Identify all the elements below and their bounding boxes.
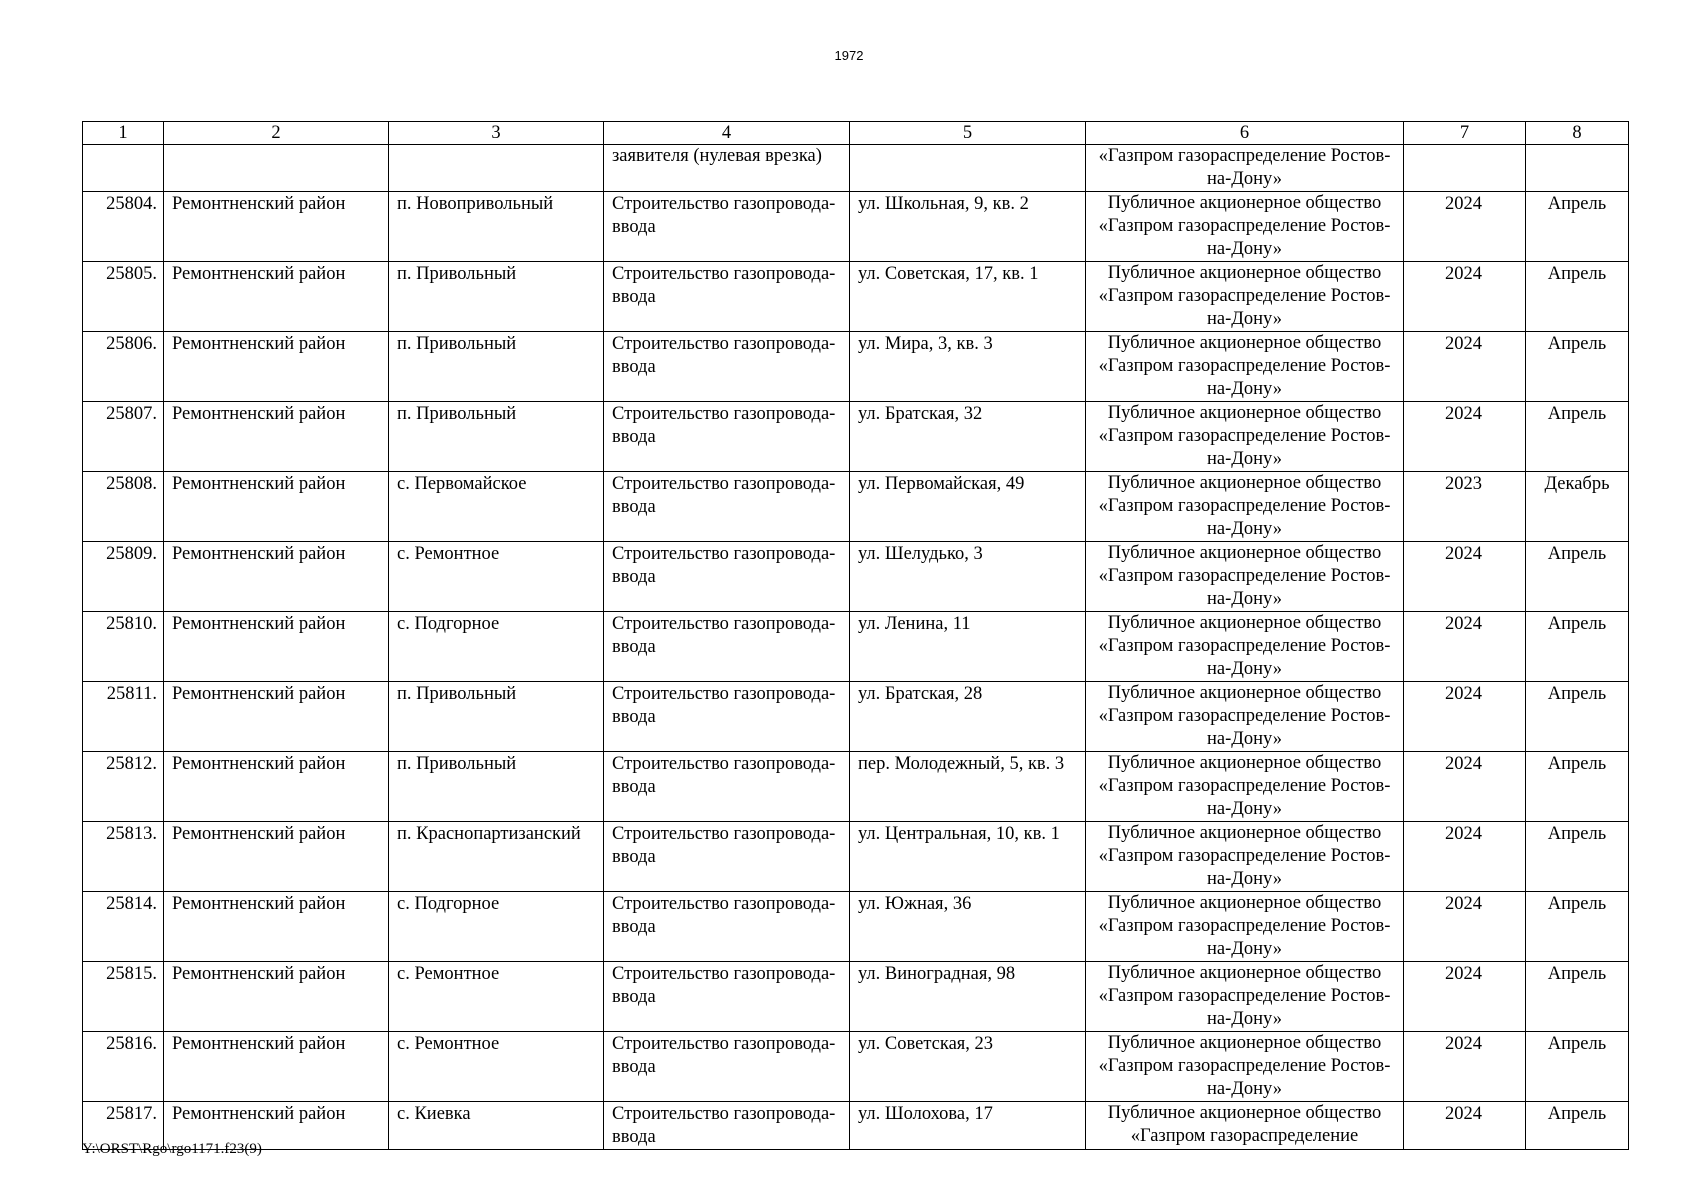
cell-settlement: п. Привольный bbox=[389, 332, 604, 402]
table-row bbox=[83, 892, 1629, 962]
table-row bbox=[83, 682, 1629, 752]
cell-address: ул. Ленина, 11 bbox=[850, 612, 1086, 682]
cell-number: 25817. bbox=[83, 1102, 164, 1150]
table-row bbox=[83, 1032, 1629, 1102]
cell-work: Строительство газопровода-ввода bbox=[604, 332, 850, 402]
cell-address: ул. Советская, 23 bbox=[850, 1032, 1086, 1102]
cell-organization: Публичное акционерное общество «Газпром газораспределение Ростов-на-Дону» bbox=[1086, 752, 1404, 822]
cell-month: Апрель bbox=[1526, 262, 1629, 332]
cell-year: 2024 bbox=[1404, 262, 1526, 332]
cell-year: 2024 bbox=[1404, 542, 1526, 612]
cell-district: Ремонтненский район bbox=[164, 682, 389, 752]
cell-month bbox=[1526, 145, 1629, 192]
cell-settlement bbox=[389, 145, 604, 192]
cell-organization: Публичное акционерное общество «Газпром газораспределение Ростов-на-Дону» bbox=[1086, 892, 1404, 962]
cell-month: Апрель bbox=[1526, 682, 1629, 752]
cell-work: Строительство газопровода-ввода bbox=[604, 962, 850, 1032]
cell-number: 25807. bbox=[83, 402, 164, 472]
cell-number: 25810. bbox=[83, 612, 164, 682]
gas-connection-table bbox=[82, 121, 1629, 1150]
cell-work: Строительство газопровода-ввода bbox=[604, 612, 850, 682]
cell-address bbox=[850, 145, 1086, 192]
cell-settlement: п. Привольный bbox=[389, 262, 604, 332]
cell-number: 25808. bbox=[83, 472, 164, 542]
cell-work: Строительство газопровода-ввода bbox=[604, 682, 850, 752]
cell-year: 2024 bbox=[1404, 612, 1526, 682]
cell-year: 2024 bbox=[1404, 1102, 1526, 1150]
cell-year: 2023 bbox=[1404, 472, 1526, 542]
header-cell-1: 1 bbox=[83, 122, 164, 145]
cell-number bbox=[83, 145, 164, 192]
cell-organization: Публичное акционерное общество «Газпром газораспределение Ростов-на-Дону» bbox=[1086, 402, 1404, 472]
cell-month: Декабрь bbox=[1526, 472, 1629, 542]
cell-settlement: п. Привольный bbox=[389, 402, 604, 472]
continuation-row bbox=[83, 145, 1629, 192]
cell-work: Строительство газопровода-ввода bbox=[604, 472, 850, 542]
cell-settlement: с. Подгорное bbox=[389, 612, 604, 682]
cell-number: 25805. bbox=[83, 262, 164, 332]
cell-work: Строительство газопровода-ввода bbox=[604, 1032, 850, 1102]
cell-year: 2024 bbox=[1404, 192, 1526, 262]
cell-district: Ремонтненский район bbox=[164, 892, 389, 962]
cell-address: ул. Братская, 32 bbox=[850, 402, 1086, 472]
cell-address: ул. Шелудько, 3 bbox=[850, 542, 1086, 612]
cell-address: ул. Школьная, 9, кв. 2 bbox=[850, 192, 1086, 262]
cell-settlement: с. Киевка bbox=[389, 1102, 604, 1150]
table-row bbox=[83, 402, 1629, 472]
header-cell-8: 8 bbox=[1526, 122, 1629, 145]
cell-number: 25806. bbox=[83, 332, 164, 402]
cell-organization: Публичное акционерное общество «Газпром газораспределение Ростов-на-Дону» bbox=[1086, 192, 1404, 262]
cell-number: 25816. bbox=[83, 1032, 164, 1102]
cell-district: Ремонтненский район bbox=[164, 262, 389, 332]
cell-year: 2024 bbox=[1404, 822, 1526, 892]
cell-settlement: с. Первомайское bbox=[389, 472, 604, 542]
table-row bbox=[83, 542, 1629, 612]
cell-number: 25811. bbox=[83, 682, 164, 752]
cell-work: заявителя (нулевая врезка) bbox=[604, 145, 850, 192]
cell-month: Апрель bbox=[1526, 752, 1629, 822]
cell-work: Строительство газопровода-ввода bbox=[604, 1102, 850, 1150]
cell-number: 25814. bbox=[83, 892, 164, 962]
cell-district: Ремонтненский район bbox=[164, 962, 389, 1032]
table-row bbox=[83, 962, 1629, 1032]
cell-district: Ремонтненский район bbox=[164, 542, 389, 612]
table-row bbox=[83, 1102, 1629, 1150]
cell-address: ул. Мира, 3, кв. 3 bbox=[850, 332, 1086, 402]
cell-work: Строительство газопровода-ввода bbox=[604, 892, 850, 962]
cell-work: Строительство газопровода-ввода bbox=[604, 822, 850, 892]
cell-settlement: п. Новопривольный bbox=[389, 192, 604, 262]
cell-number: 25813. bbox=[83, 822, 164, 892]
cell-work: Строительство газопровода-ввода bbox=[604, 752, 850, 822]
cell-month: Апрель bbox=[1526, 192, 1629, 262]
cell-year: 2024 bbox=[1404, 892, 1526, 962]
table-row bbox=[83, 332, 1629, 402]
cell-organization: Публичное акционерное общество «Газпром газораспределение Ростов-на-Дону» bbox=[1086, 822, 1404, 892]
cell-district: Ремонтненский район bbox=[164, 402, 389, 472]
cell-organization: Публичное акционерное общество «Газпром газораспределение Ростов-на-Дону» bbox=[1086, 1032, 1404, 1102]
table-row bbox=[83, 822, 1629, 892]
cell-district: Ремонтненский район bbox=[164, 192, 389, 262]
cell-settlement: с. Ремонтное bbox=[389, 542, 604, 612]
header-cell-4: 4 bbox=[604, 122, 850, 145]
header-cell-3: 3 bbox=[389, 122, 604, 145]
cell-month: Апрель bbox=[1526, 962, 1629, 1032]
cell-month: Апрель bbox=[1526, 892, 1629, 962]
cell-work: Строительство газопровода-ввода bbox=[604, 542, 850, 612]
cell-district: Ремонтненский район bbox=[164, 822, 389, 892]
cell-address: ул. Советская, 17, кв. 1 bbox=[850, 262, 1086, 332]
cell-district: Ремонтненский район bbox=[164, 1032, 389, 1102]
cell-number: 25815. bbox=[83, 962, 164, 1032]
file-path-footer: Y:\ORST\Rgo\rgo1171.f23(9) bbox=[82, 1141, 262, 1157]
cell-district: Ремонтненский район bbox=[164, 612, 389, 682]
cell-address: пер. Молодежный, 5, кв. 3 bbox=[850, 752, 1086, 822]
table-row bbox=[83, 612, 1629, 682]
cell-address: ул. Виноградная, 98 bbox=[850, 962, 1086, 1032]
cell-month: Апрель bbox=[1526, 542, 1629, 612]
cell-month: Апрель bbox=[1526, 612, 1629, 682]
cell-year: 2024 bbox=[1404, 682, 1526, 752]
cell-settlement: с. Подгорное bbox=[389, 892, 604, 962]
cell-work: Строительство газопровода-ввода bbox=[604, 402, 850, 472]
cell-address: ул. Южная, 36 bbox=[850, 892, 1086, 962]
cell-settlement: с. Ремонтное bbox=[389, 1032, 604, 1102]
cell-organization: Публичное акционерное общество «Газпром газораспределение Ростов-на-Дону» bbox=[1086, 542, 1404, 612]
cell-month: Апрель bbox=[1526, 1032, 1629, 1102]
cell-month: Апрель bbox=[1526, 402, 1629, 472]
cell-district: Ремонтненский район bbox=[164, 1102, 389, 1150]
cell-settlement: п. Краснопартизанский bbox=[389, 822, 604, 892]
page-number: 1972 bbox=[834, 48, 864, 63]
cell-district: Ремонтненский район bbox=[164, 752, 389, 822]
cell-work: Строительство газопровода-ввода bbox=[604, 192, 850, 262]
cell-year: 2024 bbox=[1404, 752, 1526, 822]
cell-settlement: п. Привольный bbox=[389, 752, 604, 822]
cell-month: Апрель bbox=[1526, 822, 1629, 892]
cell-organization: Публичное акционерное общество «Газпром газораспределение Ростов-на-Дону» bbox=[1086, 262, 1404, 332]
cell-settlement: п. Привольный bbox=[389, 682, 604, 752]
cell-month: Апрель bbox=[1526, 1102, 1629, 1150]
table-row bbox=[83, 752, 1629, 822]
table-row bbox=[83, 192, 1629, 262]
table-row bbox=[83, 262, 1629, 332]
cell-organization: Публичное акционерное общество «Газпром газораспределение Ростов-на-Дону» bbox=[1086, 962, 1404, 1032]
cell-organization: «Газпром газораспределение Ростов-на-Дону» bbox=[1086, 145, 1404, 192]
header-cell-7: 7 bbox=[1404, 122, 1526, 145]
cell-year bbox=[1404, 145, 1526, 192]
cell-organization: Публичное акционерное общество «Газпром газораспределение Ростов-на-Дону» bbox=[1086, 682, 1404, 752]
cell-organization: Публичное акционерное общество «Газпром газораспределение Ростов-на-Дону» bbox=[1086, 332, 1404, 402]
table-header-row bbox=[83, 122, 1629, 145]
header-cell-5: 5 bbox=[850, 122, 1086, 145]
header-cell-2: 2 bbox=[164, 122, 389, 145]
cell-month: Апрель bbox=[1526, 332, 1629, 402]
cell-address: ул. Братская, 28 bbox=[850, 682, 1086, 752]
cell-year: 2024 bbox=[1404, 332, 1526, 402]
cell-number: 25809. bbox=[83, 542, 164, 612]
cell-work: Строительство газопровода-ввода bbox=[604, 262, 850, 332]
cell-number: 25812. bbox=[83, 752, 164, 822]
cell-organization: Публичное акционерное общество «Газпром газораспределение Ростов-на-Дону» bbox=[1086, 472, 1404, 542]
cell-number: 25804. bbox=[83, 192, 164, 262]
cell-organization: Публичное акционерное общество «Газпром газораспределение bbox=[1086, 1102, 1404, 1150]
cell-year: 2024 bbox=[1404, 1032, 1526, 1102]
cell-address: ул. Первомайская, 49 bbox=[850, 472, 1086, 542]
cell-district bbox=[164, 145, 389, 192]
cell-district: Ремонтненский район bbox=[164, 472, 389, 542]
table-row bbox=[83, 472, 1629, 542]
cell-address: ул. Центральная, 10, кв. 1 bbox=[850, 822, 1086, 892]
cell-year: 2024 bbox=[1404, 402, 1526, 472]
cell-organization: Публичное акционерное общество «Газпром газораспределение Ростов-на-Дону» bbox=[1086, 612, 1404, 682]
cell-address: ул. Шолохова, 17 bbox=[850, 1102, 1086, 1150]
header-cell-6: 6 bbox=[1086, 122, 1404, 145]
cell-settlement: с. Ремонтное bbox=[389, 962, 604, 1032]
cell-district: Ремонтненский район bbox=[164, 332, 389, 402]
cell-year: 2024 bbox=[1404, 962, 1526, 1032]
